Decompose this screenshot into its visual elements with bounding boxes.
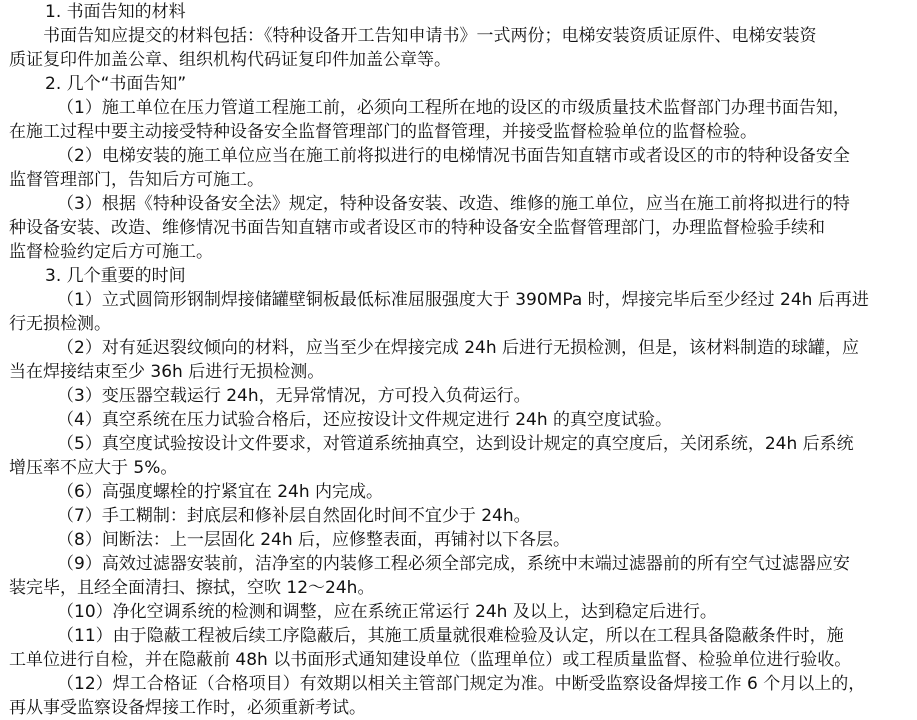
paragraph-line: （3）根据《特种设备安全法》规定，特种设备安装、改造、维修的施工单位，应当在施工前将拟进行的特 [57,194,850,214]
paragraph-line: （1）施工单位在压力管道工程施工前，必须向工程所在地的设区的市级质量技术监督部门办理书面告知， [57,98,850,118]
paragraph-line: （11）由于隐蔽工程被后续工序隐蔽后，其施工质量就很难检验及认定，所以在工程具备隐蔽条件时，施 [57,626,844,646]
paragraph-line: （9）高效过滤器安装前，洁净室的内装修工程必须全部完成，系统中末端过滤器前的所有空气过滤器应安 [57,554,850,574]
paragraph-line: （4）真空系统在压力试验合格后，还应按设计文件规定进行 24h 的真空度试验。 [57,410,673,430]
paragraph-line: 种设备安装、改造、维修情况书面告知直辖市或者设区市的特种设备安全监督管理部门，办理监督检验手续和 [9,218,825,238]
section-heading-1: 1. 书面告知的材料 [45,2,186,22]
paragraph-line: 装完毕，且经全面清扫、擦拭，空吹 12～24h。 [9,578,375,598]
paragraph-line: 监督管理部门，告知后方可施工。 [9,170,264,190]
paragraph-line: （6）高强度螺栓的拧紧宜在 24h 内完成。 [57,482,384,502]
section-heading-3: 3. 几个重要的时间 [45,266,186,286]
paragraph-line: （3）变压器空载运行 24h，无异常情况，方可投入负荷运行。 [57,386,531,406]
paragraph-line: 书面告知应提交的材料包括：《特种设备开工告知申请书》一式两份；电梯安装资质证原件、电梯安装资 [43,26,817,46]
paragraph-line: 再从事受监察设备焊接工作时，必须重新考试。 [9,698,366,718]
paragraph-line: 工单位进行自检，并在隐蔽前 48h 以书面形式通知建设单位（监理单位）或工程质量监督、检验单位进行验收。 [9,650,852,670]
paragraph-line: （12）焊工合格证（合格项目）有效期以相关主管部门规定为准。中断受监察设备焊接工作 6 个月以上的， [57,674,866,694]
paragraph-line: （10）净化空调系统的检测和调整，应在系统正常运行 24h 及以上，达到稳定后进行。 [57,602,717,622]
paragraph-line: 当在焊接结束至少 36h 后进行无损检测。 [9,362,325,382]
paragraph-line: （7）手工糊制：封底层和修补层自然固化时间不宜少于 24h。 [57,506,531,526]
paragraph-line: （2）对有延迟裂纹倾向的材料，应当至少在焊接完成 24h 后进行无损检测，但是，该材料制造的球罐，应 [57,338,860,358]
paragraph-line: 在施工过程中要主动接受特种设备安全监督管理部门的监督管理，并接受监督检验单位的监督检验。 [9,122,757,142]
paragraph-line: （2）电梯安装的施工单位应当在施工前将拟进行的电梯情况书面告知直辖市或者设区的市的特种设备安全 [57,146,850,166]
paragraph-line: （8）间断法：上一层固化 24h 后，应修整表面，再铺衬以下各层。 [57,530,571,550]
paragraph-line: （1）立式圆筒形钢制焊接储罐壁铜板最低标准屈服强度大于 390MPa 时，焊接完毕后至少经过 24h 后再进 [57,290,869,310]
paragraph-line: 监督检验约定后方可施工。 [9,242,213,262]
paragraph-line: 质证复印件加盖公章、组织机构代码证复印件加盖公章等。 [9,50,451,70]
section-heading-2: 2. 几个“书面告知” [45,74,187,94]
paragraph-line: 增压率不应大于 5%。 [9,458,178,478]
paragraph-line: （5）真空度试验按设计文件要求，对管道系统抽真空，达到设计规定的真空度后，关闭系统，24h 后系统 [57,434,854,454]
paragraph-line: 行无损检测。 [9,314,111,334]
